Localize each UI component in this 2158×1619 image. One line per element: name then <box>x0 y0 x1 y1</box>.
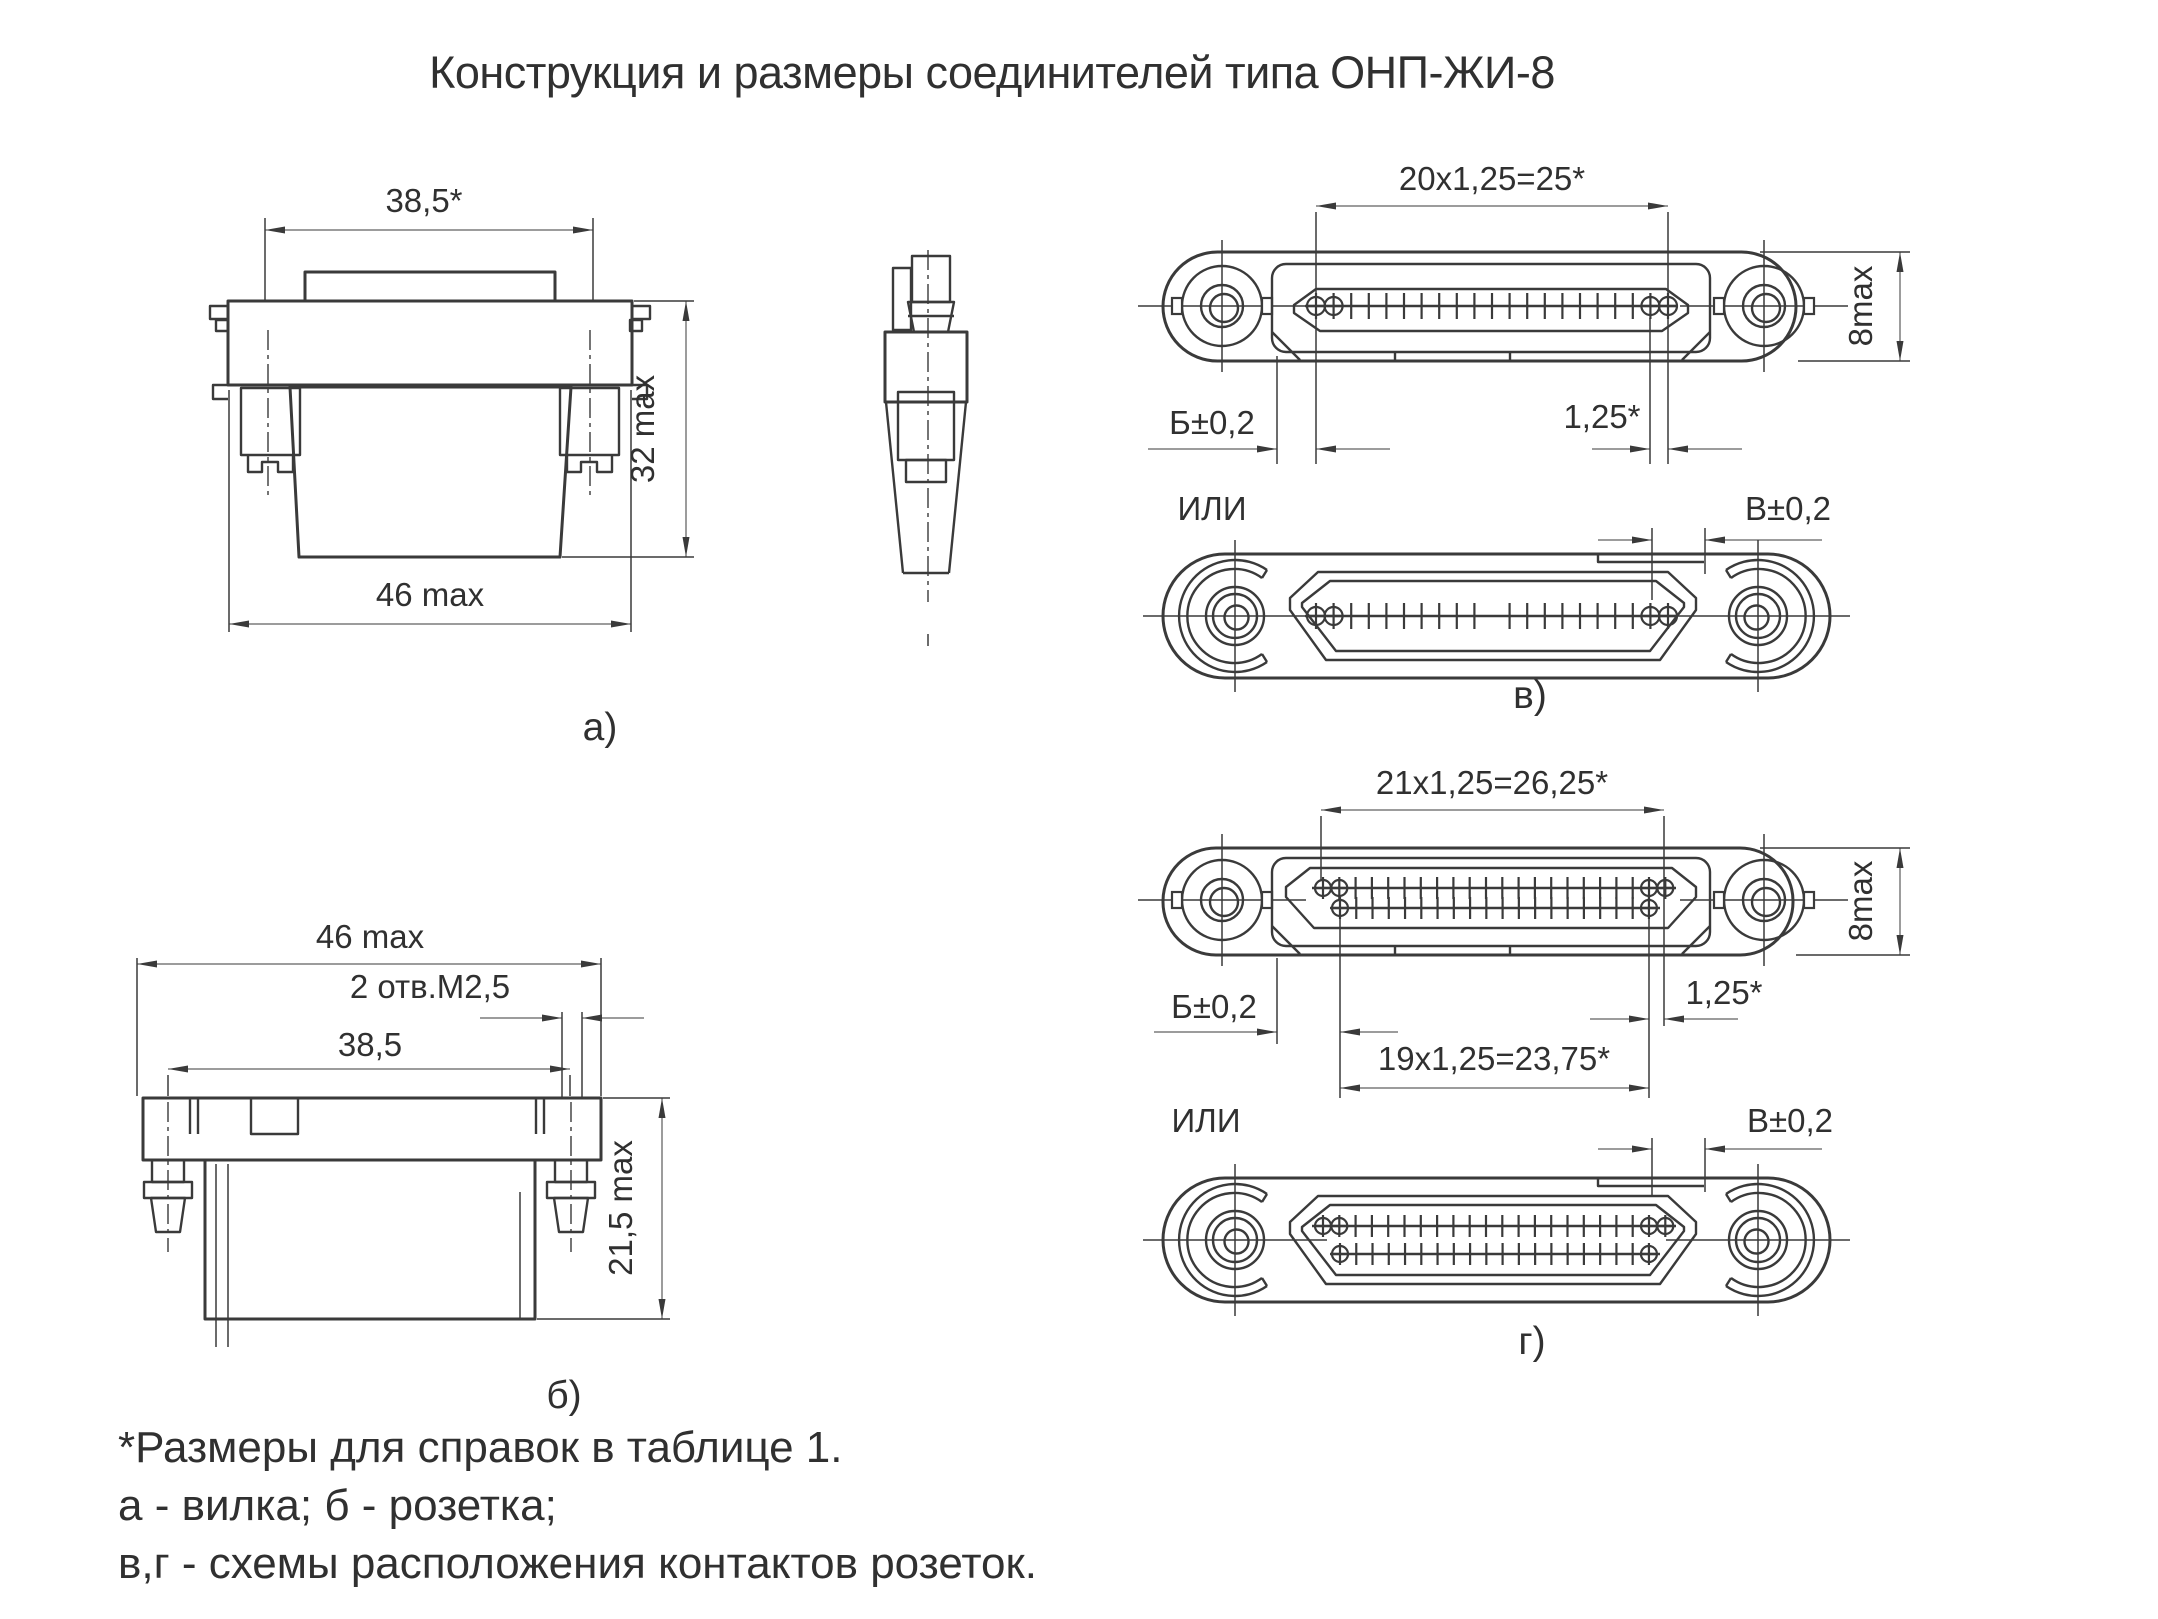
view-b-socket-side <box>137 918 670 1417</box>
view-v-scheme-2 <box>1143 490 1850 717</box>
view-a-plug-front <box>210 182 694 749</box>
dim-38-5: 38,5* <box>385 182 463 219</box>
dim-38-5-b: 38,5 <box>337 1026 403 1063</box>
dim-b-v: Б±0,2 <box>1169 404 1255 441</box>
view-b-label: б) <box>546 1374 582 1417</box>
footnotes <box>118 1423 1037 1588</box>
mounting-ear-right <box>1680 834 1848 966</box>
dim-8max-v: 8max <box>1842 265 1879 347</box>
plug-flange <box>228 301 632 385</box>
mounting-ear-left <box>1143 1164 1327 1316</box>
mounting-ear-left <box>1143 540 1327 692</box>
note-line-3: в,г - схемы расположения контактов розеток. <box>118 1539 1037 1588</box>
dim-holes-m25: 2 отв.М2,5 <box>349 968 511 1005</box>
or-label-v: ИЛИ <box>1177 490 1247 527</box>
screw-left <box>144 1102 192 1252</box>
dim-20x125: 20x1,25=25* <box>1398 160 1586 197</box>
page-title: Конструкция и размеры соединителей типа ОНП-ЖИ-8 <box>429 47 1555 98</box>
dim-pitch-v: 1,25* <box>1563 398 1641 435</box>
view-g-scheme-1 <box>1138 764 1910 1098</box>
view-a-plug-side <box>885 250 967 646</box>
dim-v-offset-v: В±0,2 <box>1745 490 1831 527</box>
plug-top-cap <box>305 272 555 301</box>
dim-v-offset-g: В±0,2 <box>1747 1102 1833 1139</box>
view-g-label: г) <box>1518 1320 1546 1363</box>
note-line-2: а - вилка; б - розетка; <box>118 1481 557 1530</box>
dim-b-g: Б±0,2 <box>1171 988 1257 1025</box>
screw-right <box>547 1102 595 1252</box>
view-v-scheme-1 <box>1138 160 1910 464</box>
socket-flange <box>143 1098 601 1160</box>
plug-shell <box>290 387 571 557</box>
note-line-1: *Размеры для справок в таблице 1. <box>118 1423 843 1472</box>
dim-pitch-g: 1,25* <box>1685 974 1763 1011</box>
view-a-label: а) <box>582 706 618 749</box>
mounting-ear-right <box>1680 240 1848 372</box>
or-label-g: ИЛИ <box>1171 1102 1241 1139</box>
dim-8max-g: 8max <box>1842 860 1879 942</box>
dim-32-max: 32 max <box>624 374 661 484</box>
view-v-label: в) <box>1513 674 1547 717</box>
contact-shroud <box>1302 1205 1684 1275</box>
dim-21-5-max: 21,5 max <box>602 1140 639 1276</box>
dim-46-max-b: 46 max <box>315 918 425 955</box>
dim-19x125: 19x1,25=23,75* <box>1377 1040 1611 1077</box>
dim-21x125: 21x1,25=26,25* <box>1375 764 1609 801</box>
socket-shell <box>205 1160 535 1319</box>
view-g-scheme-2 <box>1143 1102 1850 1363</box>
dim-46-max-a: 46 max <box>375 576 485 613</box>
contact-shroud <box>1286 868 1696 928</box>
